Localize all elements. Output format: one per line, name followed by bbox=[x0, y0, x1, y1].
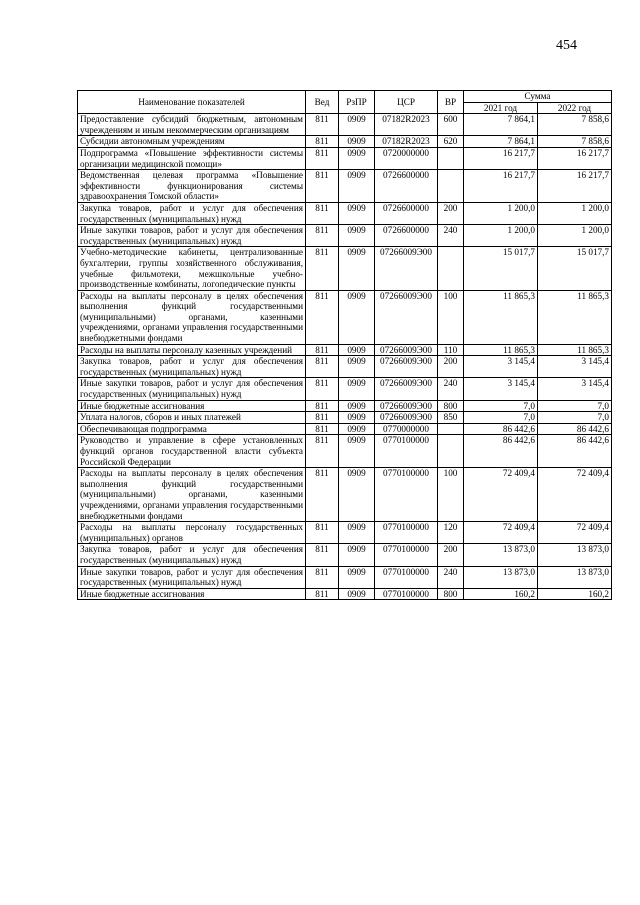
cell-vr: 110 bbox=[438, 344, 464, 356]
cell-y2021: 7,0 bbox=[464, 412, 538, 424]
cell-csr: 0770100000 bbox=[375, 588, 438, 600]
cell-vr: 240 bbox=[438, 566, 464, 588]
cell-csr: 07266009Э00 bbox=[375, 290, 438, 344]
cell-y2021: 16 217,7 bbox=[464, 147, 538, 169]
cell-csr: 07182R2023 bbox=[375, 136, 438, 148]
cell-ved: 811 bbox=[306, 170, 339, 203]
header-ved: Вед bbox=[306, 91, 339, 114]
cell-rzpr: 0909 bbox=[339, 378, 375, 400]
cell-vr: 240 bbox=[438, 378, 464, 400]
cell-csr: 0770000000 bbox=[375, 423, 438, 435]
cell-name: Иные бюджетные ассигнования bbox=[78, 588, 306, 600]
cell-vr: 200 bbox=[438, 356, 464, 378]
cell-y2021: 15 017,7 bbox=[464, 247, 538, 290]
cell-y2021: 7 864,1 bbox=[464, 136, 538, 148]
cell-ved: 811 bbox=[306, 435, 339, 468]
cell-name: Расходы на выплаты персоналу казенных учреждений bbox=[78, 344, 306, 356]
cell-csr: 07266009Э00 bbox=[375, 356, 438, 378]
table-row bbox=[78, 114, 612, 136]
cell-name: Иные закупки товаров, работ и услуг для обеспечения государственных (муниципальных) нужд bbox=[78, 566, 306, 588]
cell-name: Субсидии автономным учреждениям bbox=[78, 136, 306, 148]
cell-name: Иные закупки товаров, работ и услуг для обеспечения государственных (муниципальных) нужд bbox=[78, 225, 306, 247]
cell-y2021: 3 145,4 bbox=[464, 356, 538, 378]
cell-ved: 811 bbox=[306, 423, 339, 435]
cell-csr: 07266009Э00 bbox=[375, 400, 438, 412]
cell-y2022: 7 858,6 bbox=[538, 114, 612, 136]
table-row bbox=[78, 356, 612, 378]
cell-ved: 811 bbox=[306, 136, 339, 148]
cell-ved: 811 bbox=[306, 412, 339, 424]
cell-vr bbox=[438, 170, 464, 203]
cell-rzpr: 0909 bbox=[339, 114, 375, 136]
table-row bbox=[78, 544, 612, 566]
cell-csr: 07266009Э00 bbox=[375, 247, 438, 290]
cell-csr: 07182R2023 bbox=[375, 114, 438, 136]
cell-y2022: 15 017,7 bbox=[538, 247, 612, 290]
cell-name: Учебно-методические кабинеты, централизованные бухгалтерии, группы хозяйственного обслуживания, учебные фильмотеки, межшкольные учебно-производственные комбинаты, логопедические пункты bbox=[78, 247, 306, 290]
table-row bbox=[78, 566, 612, 588]
cell-ved: 811 bbox=[306, 566, 339, 588]
cell-y2021: 72 409,4 bbox=[464, 468, 538, 522]
cell-name: Расходы на выплаты персоналу в целях обеспечения выполнения функций государственными (муниципальными) органами, казенными учреждениями, органами управления государственными внебюджетными фондами bbox=[78, 290, 306, 344]
cell-rzpr: 0909 bbox=[339, 147, 375, 169]
cell-name: Иные бюджетные ассигнования bbox=[78, 400, 306, 412]
table-row bbox=[78, 170, 612, 203]
cell-vr bbox=[438, 247, 464, 290]
table-row bbox=[78, 225, 612, 247]
cell-name: Обеспечивающая подпрограмма bbox=[78, 423, 306, 435]
cell-vr: 200 bbox=[438, 544, 464, 566]
header-2022: 2022 год bbox=[538, 102, 612, 114]
cell-name: Иные закупки товаров, работ и услуг для обеспечения государственных (муниципальных) нужд bbox=[78, 378, 306, 400]
cell-y2022: 1 200,0 bbox=[538, 225, 612, 247]
cell-name: Закупка товаров, работ и услуг для обеспечения государственных (муниципальных) нужд bbox=[78, 202, 306, 224]
table-row bbox=[78, 412, 612, 424]
cell-y2022: 16 217,7 bbox=[538, 147, 612, 169]
cell-y2022: 72 409,4 bbox=[538, 468, 612, 522]
cell-name: Подпрограмма «Повышение эффективности системы организации медицинской помощи» bbox=[78, 147, 306, 169]
cell-y2021: 11 865,3 bbox=[464, 344, 538, 356]
cell-csr: 07266009Э00 bbox=[375, 344, 438, 356]
cell-rzpr: 0909 bbox=[339, 588, 375, 600]
cell-rzpr: 0909 bbox=[339, 544, 375, 566]
cell-vr: 800 bbox=[438, 400, 464, 412]
table-row bbox=[78, 423, 612, 435]
cell-y2022: 13 873,0 bbox=[538, 566, 612, 588]
table-row bbox=[78, 588, 612, 600]
cell-y2022: 160,2 bbox=[538, 588, 612, 600]
cell-rzpr: 0909 bbox=[339, 247, 375, 290]
header-rzpr: РзПР bbox=[339, 91, 375, 114]
cell-ved: 811 bbox=[306, 114, 339, 136]
cell-y2022: 86 442,6 bbox=[538, 423, 612, 435]
cell-rzpr: 0909 bbox=[339, 202, 375, 224]
table-row bbox=[78, 435, 612, 468]
cell-ved: 811 bbox=[306, 290, 339, 344]
cell-y2022: 72 409,4 bbox=[538, 522, 612, 544]
table-row bbox=[78, 202, 612, 224]
cell-y2021: 1 200,0 bbox=[464, 225, 538, 247]
cell-y2022: 16 217,7 bbox=[538, 170, 612, 203]
cell-y2022: 13 873,0 bbox=[538, 544, 612, 566]
cell-y2022: 1 200,0 bbox=[538, 202, 612, 224]
cell-y2022: 3 145,4 bbox=[538, 356, 612, 378]
cell-rzpr: 0909 bbox=[339, 423, 375, 435]
cell-y2022: 7,0 bbox=[538, 412, 612, 424]
cell-vr bbox=[438, 147, 464, 169]
cell-rzpr: 0909 bbox=[339, 344, 375, 356]
cell-y2021: 3 145,4 bbox=[464, 378, 538, 400]
cell-ved: 811 bbox=[306, 247, 339, 290]
table-row bbox=[78, 378, 612, 400]
cell-y2021: 13 873,0 bbox=[464, 544, 538, 566]
cell-vr: 120 bbox=[438, 522, 464, 544]
cell-y2021: 13 873,0 bbox=[464, 566, 538, 588]
cell-vr: 800 bbox=[438, 588, 464, 600]
cell-csr: 0770100000 bbox=[375, 566, 438, 588]
cell-ved: 811 bbox=[306, 400, 339, 412]
cell-name: Предоставление субсидий бюджетным, автономным учреждениям и иным некоммерческим организациям bbox=[78, 114, 306, 136]
cell-y2021: 86 442,6 bbox=[464, 423, 538, 435]
cell-ved: 811 bbox=[306, 588, 339, 600]
cell-vr: 100 bbox=[438, 468, 464, 522]
table-row bbox=[78, 147, 612, 169]
cell-csr: 0770100000 bbox=[375, 544, 438, 566]
cell-y2021: 86 442,6 bbox=[464, 435, 538, 468]
cell-y2021: 1 200,0 bbox=[464, 202, 538, 224]
cell-y2022: 7 858,6 bbox=[538, 136, 612, 148]
cell-ved: 811 bbox=[306, 522, 339, 544]
cell-csr: 0770100000 bbox=[375, 468, 438, 522]
cell-y2022: 3 145,4 bbox=[538, 378, 612, 400]
table-row bbox=[78, 522, 612, 544]
header-vr: ВР bbox=[438, 91, 464, 114]
cell-y2022: 7,0 bbox=[538, 400, 612, 412]
cell-vr bbox=[438, 435, 464, 468]
table-row bbox=[78, 247, 612, 290]
cell-vr bbox=[438, 423, 464, 435]
cell-rzpr: 0909 bbox=[339, 566, 375, 588]
cell-vr: 200 bbox=[438, 202, 464, 224]
cell-rzpr: 0909 bbox=[339, 170, 375, 203]
cell-y2022: 86 442,6 bbox=[538, 435, 612, 468]
cell-name: Расходы на выплаты персоналу в целях обеспечения выполнения функций государственными (муниципальными) органами, казенными учреждениями, органами управления государственными внебюджетными фондами bbox=[78, 468, 306, 522]
header-2021: 2021 год bbox=[464, 102, 538, 114]
header-sum: Сумма bbox=[464, 91, 612, 103]
table-row bbox=[78, 136, 612, 148]
page-number: 454 bbox=[556, 38, 577, 53]
cell-ved: 811 bbox=[306, 344, 339, 356]
header-name: Наименование показателей bbox=[78, 91, 306, 114]
cell-ved: 811 bbox=[306, 378, 339, 400]
cell-vr: 600 bbox=[438, 114, 464, 136]
cell-y2021: 7,0 bbox=[464, 400, 538, 412]
cell-vr: 620 bbox=[438, 136, 464, 148]
cell-vr: 850 bbox=[438, 412, 464, 424]
cell-csr: 07266009Э00 bbox=[375, 412, 438, 424]
cell-name: Ведомственная целевая программа «Повышение эффективности функционирования системы здравоохранения Томской области» bbox=[78, 170, 306, 203]
cell-ved: 811 bbox=[306, 147, 339, 169]
table-body bbox=[78, 114, 612, 600]
cell-name: Руководство и управление в сфере установленных функций органов государственной власти субъекта Российской Федерации bbox=[78, 435, 306, 468]
cell-y2021: 160,2 bbox=[464, 588, 538, 600]
cell-rzpr: 0909 bbox=[339, 400, 375, 412]
cell-ved: 811 bbox=[306, 356, 339, 378]
cell-csr: 0726600000 bbox=[375, 170, 438, 203]
cell-y2021: 11 865,3 bbox=[464, 290, 538, 344]
cell-y2021: 16 217,7 bbox=[464, 170, 538, 203]
cell-name: Расходы на выплаты персоналу государственных (муниципальных) органов bbox=[78, 522, 306, 544]
cell-ved: 811 bbox=[306, 468, 339, 522]
cell-ved: 811 bbox=[306, 544, 339, 566]
budget-table bbox=[77, 90, 612, 600]
table-row bbox=[78, 468, 612, 522]
cell-vr: 100 bbox=[438, 290, 464, 344]
cell-rzpr: 0909 bbox=[339, 290, 375, 344]
cell-ved: 811 bbox=[306, 225, 339, 247]
cell-rzpr: 0909 bbox=[339, 412, 375, 424]
cell-y2022: 11 865,3 bbox=[538, 290, 612, 344]
cell-rzpr: 0909 bbox=[339, 356, 375, 378]
cell-csr: 0770100000 bbox=[375, 522, 438, 544]
cell-csr: 0770100000 bbox=[375, 435, 438, 468]
cell-ved: 811 bbox=[306, 202, 339, 224]
table-row bbox=[78, 400, 612, 412]
cell-vr: 240 bbox=[438, 225, 464, 247]
cell-y2021: 7 864,1 bbox=[464, 114, 538, 136]
cell-name: Уплата налогов, сборов и иных платежей bbox=[78, 412, 306, 424]
cell-y2022: 11 865,3 bbox=[538, 344, 612, 356]
cell-rzpr: 0909 bbox=[339, 435, 375, 468]
header-csr: ЦСР bbox=[375, 91, 438, 114]
cell-rzpr: 0909 bbox=[339, 136, 375, 148]
cell-name: Закупка товаров, работ и услуг для обеспечения государственных (муниципальных) нужд bbox=[78, 544, 306, 566]
cell-csr: 0720000000 bbox=[375, 147, 438, 169]
cell-y2021: 72 409,4 bbox=[464, 522, 538, 544]
cell-csr: 0726600000 bbox=[375, 202, 438, 224]
table-row bbox=[78, 290, 612, 344]
cell-name: Закупка товаров, работ и услуг для обеспечения государственных (муниципальных) нужд bbox=[78, 356, 306, 378]
cell-csr: 0726600000 bbox=[375, 225, 438, 247]
table-row bbox=[78, 344, 612, 356]
cell-rzpr: 0909 bbox=[339, 522, 375, 544]
cell-rzpr: 0909 bbox=[339, 468, 375, 522]
cell-rzpr: 0909 bbox=[339, 225, 375, 247]
cell-csr: 07266009Э00 bbox=[375, 378, 438, 400]
